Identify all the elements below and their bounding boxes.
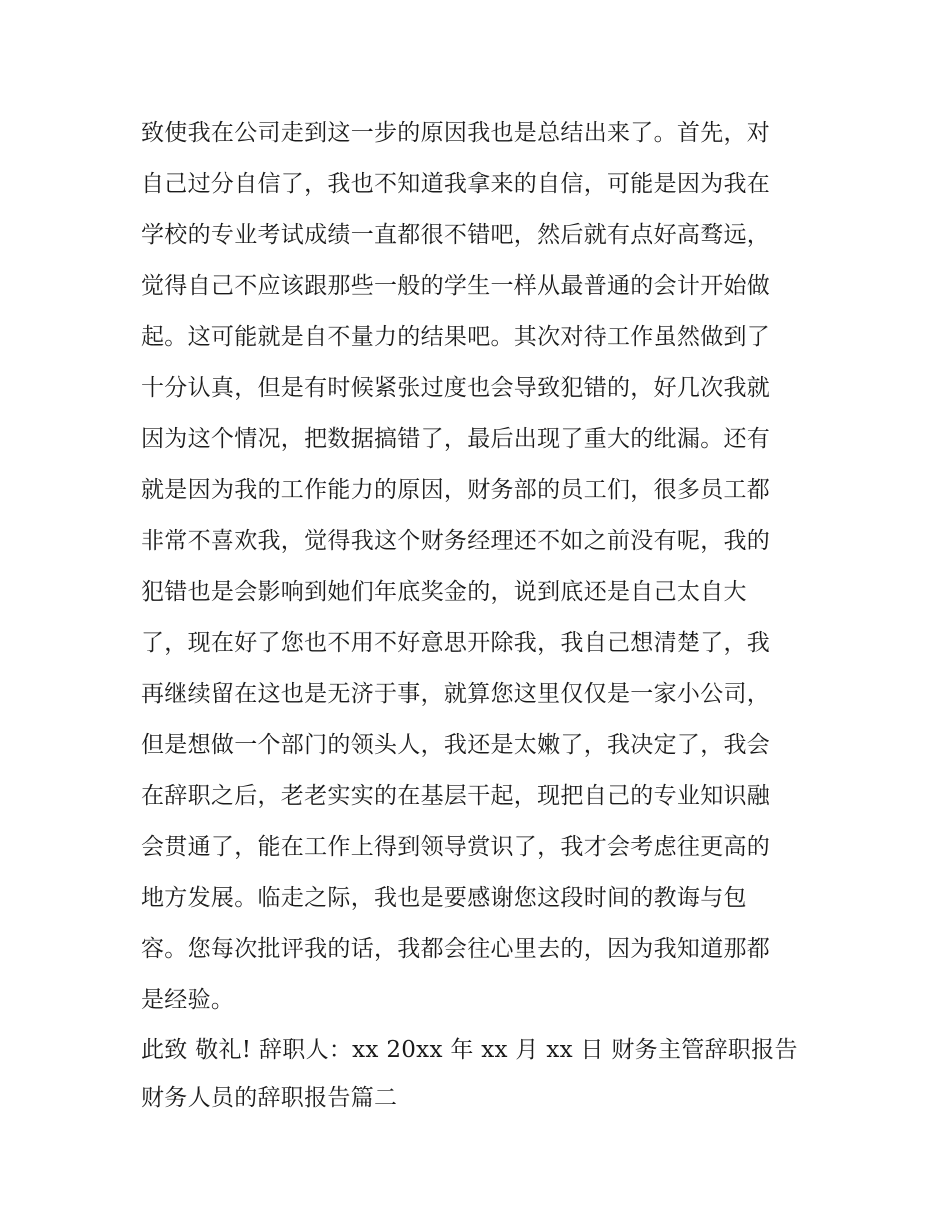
paragraph-line: 学校的专业考试成绩一直都很不错吧，然后就有点好高骛远，	[141, 222, 771, 248]
paragraph-line: 了，现在好了您也不用不好意思开除我，我自己想清楚了，我	[141, 630, 771, 656]
paragraph-line: 自己过分自信了，我也不知道我拿来的自信，可能是因为我在	[141, 171, 771, 197]
paragraph-line: 就是因为我的工作能力的原因，财务部的员工们，很多员工都	[141, 477, 771, 503]
paragraph-line: 会贯通了，能在工作上得到领导赏识了，我才会考虑往更高的	[141, 834, 771, 860]
paragraph-line: 十分认真，但是有时候紧张过度也会导致犯错的，好几次我就	[141, 375, 771, 401]
paragraph-line: 起。这可能就是自不量力的结果吧。其次对待工作虽然做到了	[141, 324, 771, 350]
paragraph-line: 是经验。	[141, 987, 235, 1013]
closing-signature-line: 此致 敬礼! 辞职人：xx 20xx 年 xx 月 xx 日 财务主管辞职报告	[141, 1037, 798, 1063]
section-heading: 财务人员的辞职报告篇二	[141, 1085, 398, 1111]
closing-block	[141, 1026, 831, 1122]
paragraph-line: 但是想做一个部门的领头人，我还是太嫩了，我决定了，我会	[141, 732, 771, 758]
paragraph-line: 再继续留在这也是无济于事，就算您这里仅仅是一家小公司，	[141, 681, 771, 707]
document-body	[141, 108, 831, 1122]
paragraph-line: 致使我在公司走到这一步的原因我也是总结出来了。首先，对	[141, 120, 771, 146]
paragraph-line: 容。您每次批评我的话，我都会往心里去的，因为我知道那都	[141, 936, 771, 962]
resignation-paragraph	[141, 108, 831, 1026]
paragraph-line: 在辞职之后，老老实实的在基层干起，现把自己的专业知识融	[141, 783, 771, 809]
paragraph-line: 非常不喜欢我，觉得我这个财务经理还不如之前没有呢，我的	[141, 528, 771, 554]
paragraph-line: 因为这个情况，把数据搞错了，最后出现了重大的纰漏。还有	[141, 426, 771, 452]
paragraph-line: 觉得自己不应该跟那些一般的学生一样从最普通的会计开始做	[141, 273, 771, 299]
paragraph-line: 犯错也是会影响到她们年底奖金的，说到底还是自己太自大	[141, 579, 747, 605]
paragraph-line: 地方发展。临走之际，我也是要感谢您这段时间的教诲与包	[141, 885, 747, 911]
